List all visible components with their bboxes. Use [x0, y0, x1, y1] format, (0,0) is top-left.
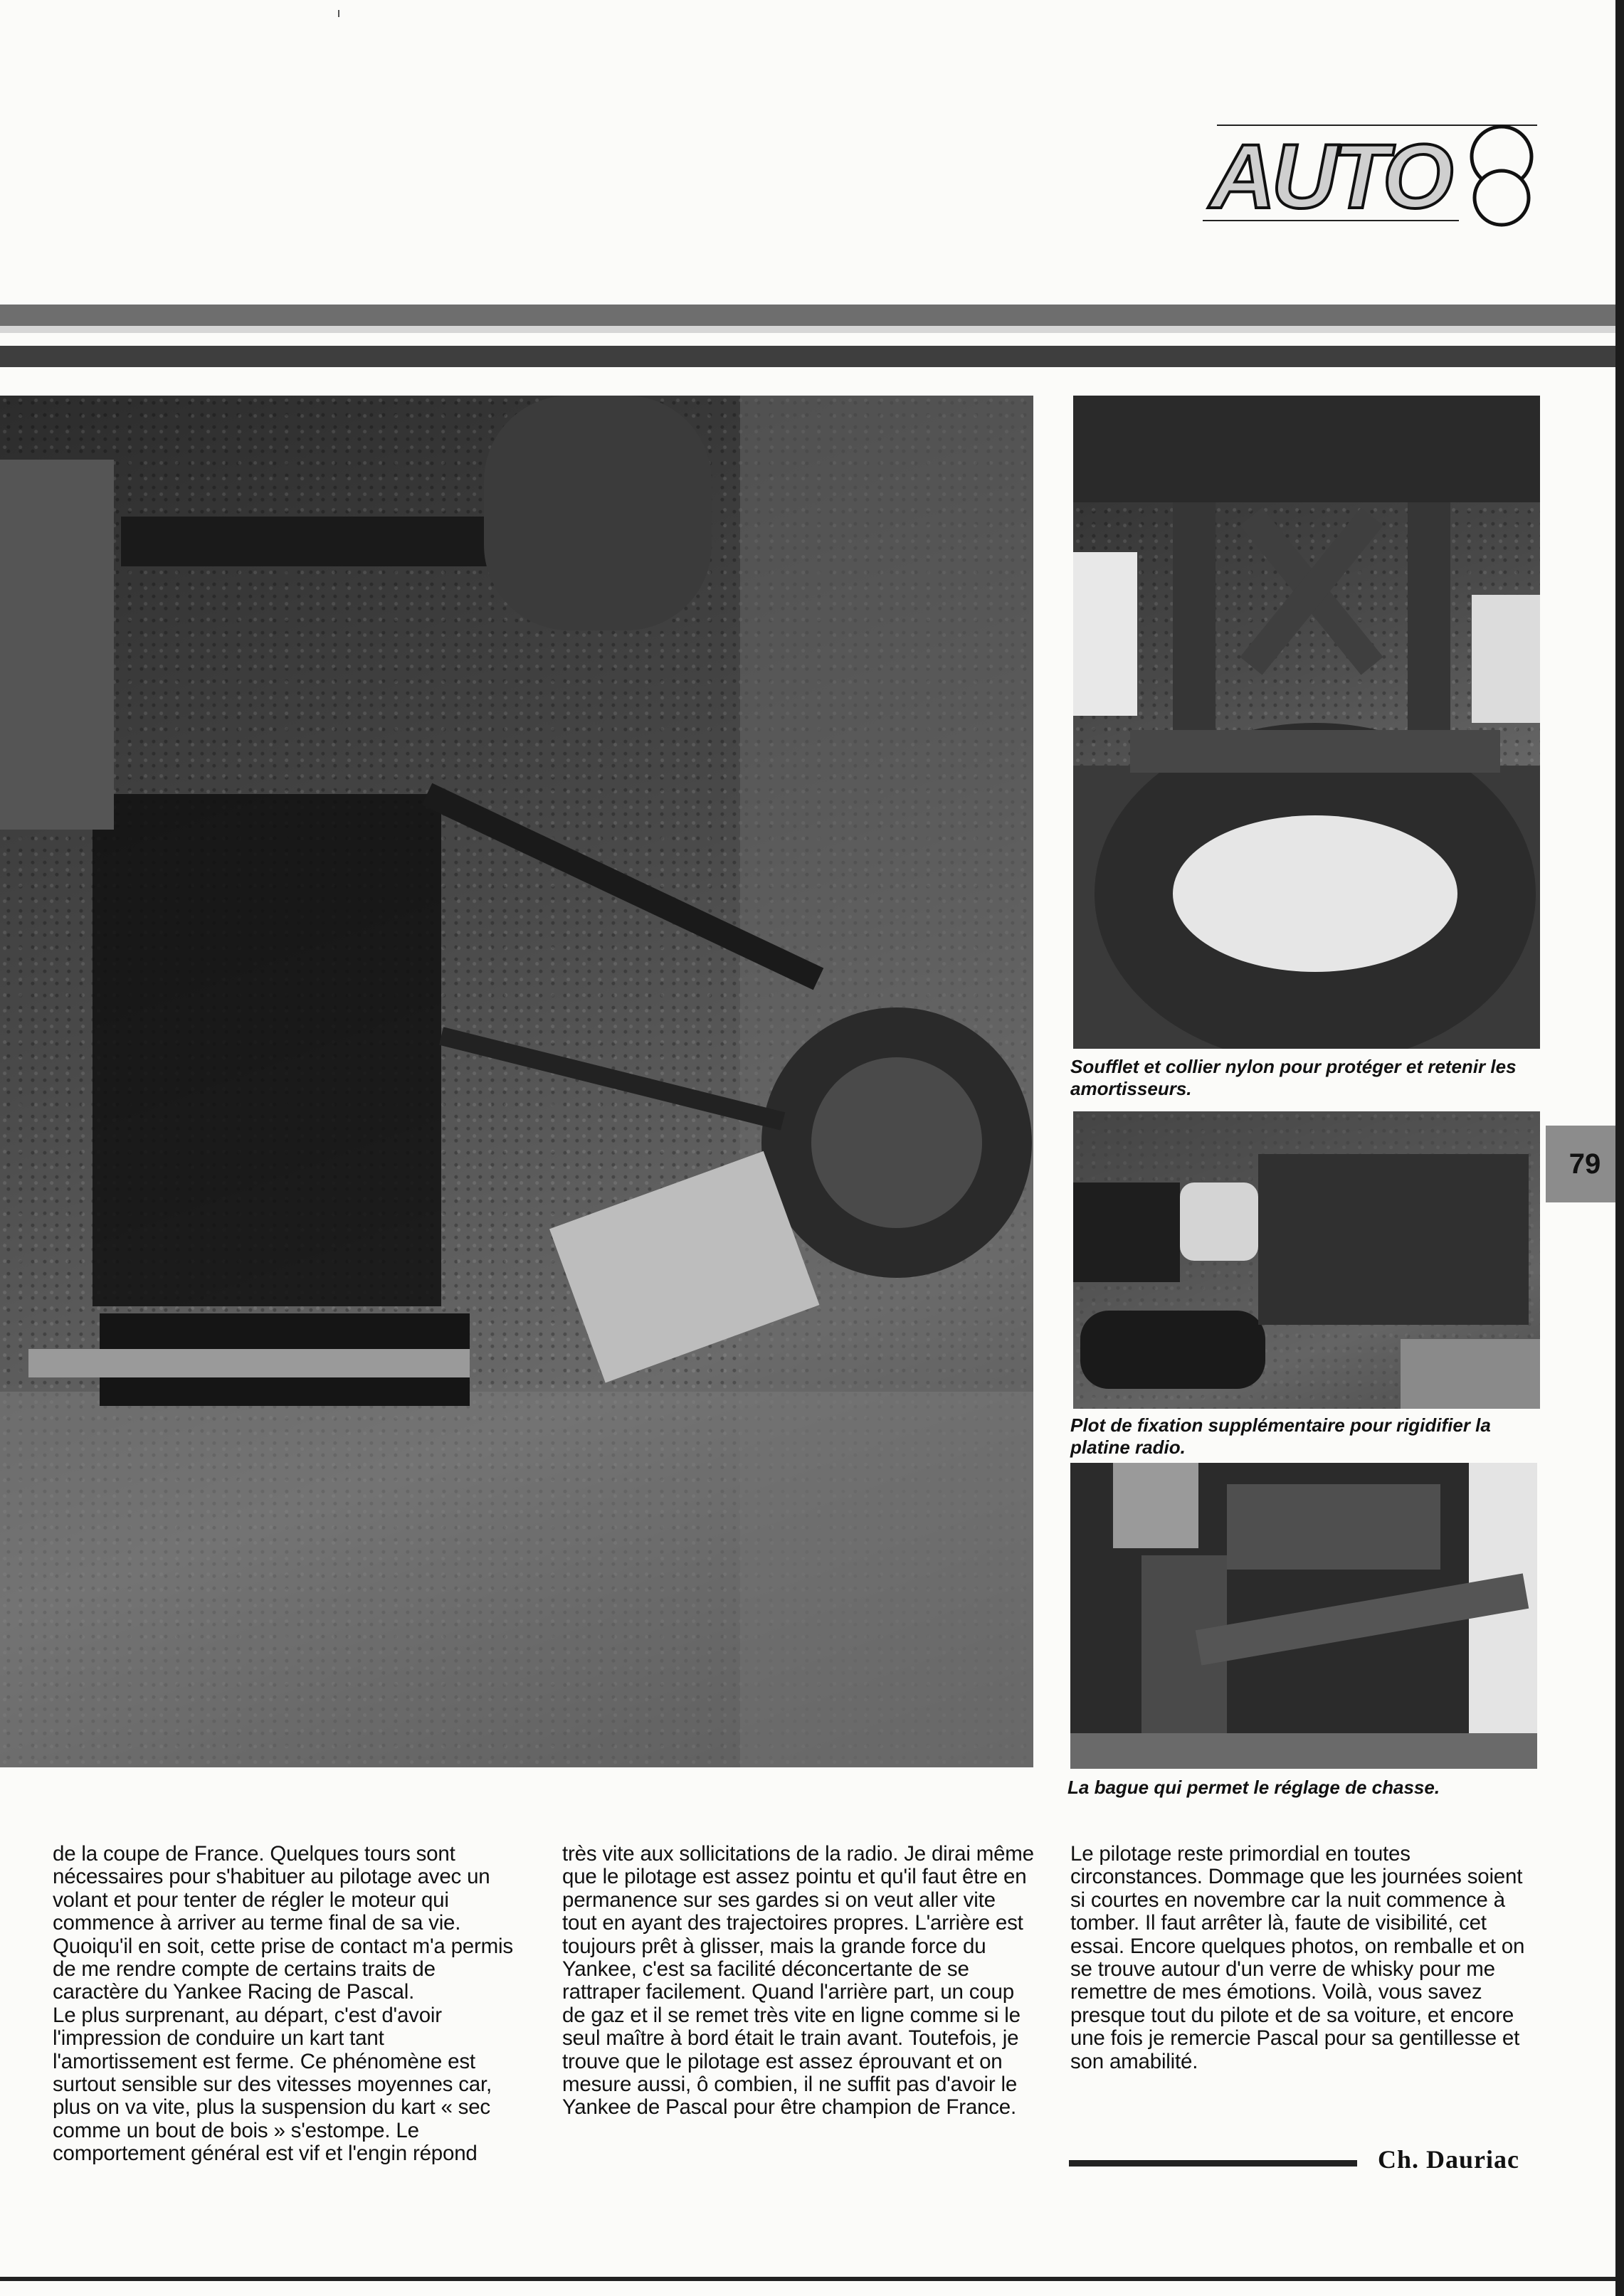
scan-mark: [338, 10, 339, 17]
page-number-tab: 79: [1546, 1126, 1624, 1202]
side-caption-2: Plot de fixation supplémentaire pour rigidifier la platine radio.: [1070, 1414, 1491, 1458]
auto8-logo: [1203, 121, 1544, 228]
side-caption-1: Soufflet et collier nylon pour protéger et retenir les amortisseurs.: [1070, 1056, 1517, 1099]
side-caption-3: La bague qui permet le réglage de chasse.: [1067, 1777, 1440, 1798]
header-stripe-top: [0, 305, 1624, 326]
header-stripe-bottom: [0, 346, 1624, 367]
side-photo-radio-plate: [1073, 1111, 1540, 1409]
text-column-2: très vite aux sollicitations de la radio. Je dirai même que le pilotage est assez pointu et qu'il faut être en permanence sur ses gardes si on veut aller vite tout en ayant des trajectoires propres. L'arrière est toujours prêt à glisser, mais la grande force du Yankee, c'est sa facilité déconcertante de se rattraper facilement. Quand l'arrière part, un coup de gaz et il se remet très vite en ligne comme si le seul maître à bord était le train avant. Toutefois, je trouve que le pilotage est assez éprouvant et on mesure aussi, ô combien, il ne suffit pas d'avoir le Yankee de Pascal pour être champion de France.: [562, 1842, 1034, 2120]
author-signature: Ch. Dauriac: [1378, 2145, 1519, 2174]
page-right-edge: [1615, 0, 1624, 2296]
main-photo: [0, 396, 1033, 1767]
side-photo-rear-axle: [1073, 396, 1540, 1049]
signature-rule: [1069, 2160, 1357, 2167]
header-stripe-light: [0, 326, 1624, 333]
page-bottom-edge: [0, 2277, 1624, 2281]
svg-text:AUTO: AUTO: [1210, 126, 1450, 228]
text-column-3: Le pilotage reste primordial en toutes circonstances. Dommage que les journées soient si courtes en novembre car la nuit commence à tomber. Il faut arrêter là, faute de visibilité, cet essai. Encore quelques photos, on remballe et on se trouve autour d'un verre de whisky pour me remettre de mes émotions. Voilà, vous savez presque tout du pilote et de sa voiture, et encore une fois je remercie Pascal pour sa gentillesse et son amabilité.: [1070, 1842, 1525, 2073]
side-photo-caster-ring: [1070, 1463, 1537, 1769]
text-column-1: de la coupe de France. Quelques tours sont nécessaires pour s'habituer au pilotage avec un volant et pour tenter de régler le moteur qui commence à arriver au terme final de sa vie. Quoiqu'il en soit, cette prise de contact m'a permis de me rendre compte de certains traits de caractère du Yankee Racing de Pascal. Le plus surprenant, au départ, c'est d'avoir l'impression de conduire un kart tant l'amortissement est ferme. Ce phénomène est surtout sensible sur des vitesses moyennes car, plus on va vite, plus la suspension du kart « sec comme un bout de bois » s'estompe. Le comportement général est vif et l'engin répond: [53, 1842, 513, 2166]
